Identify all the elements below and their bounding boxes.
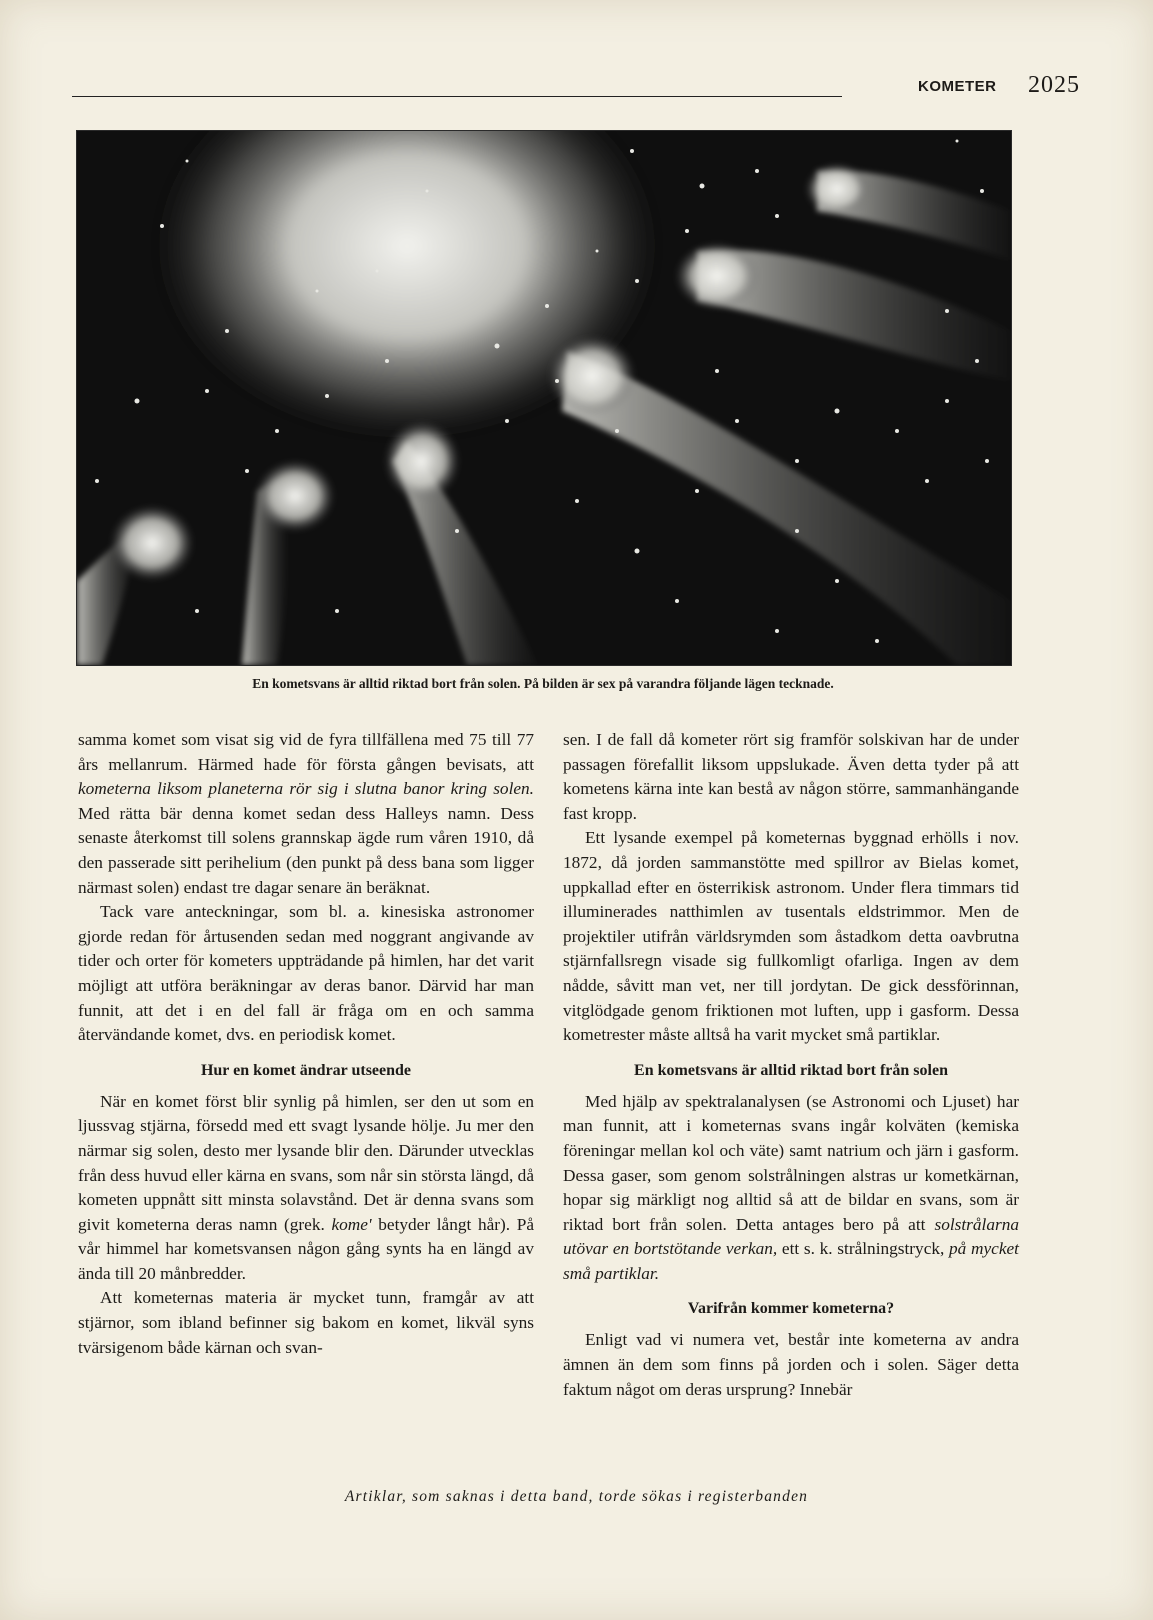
text-span: Med hjälp av spektralanalysen (se Astronomi och Ljuset) har man funnit, att i kometernas svans ingår kolväten (kemiska föreningar mellan kol och väte) samt natrium och järn i gasform. Dessa gaser, som genom solstrålningen alstras ur kometkärnan, hopar sig märkligt nog alltid så att de bildar en svans, som är riktad bort från solen. Detta antages bero på att (563, 1091, 1019, 1234)
right-paragraph-1: sen. I de fall då kometer rört sig framför solskivan har de under passagen förefallit liksom uppslukade. Även detta tyder på att kometens kärna inte kan bestå av någon större, sammanhängande fast kropp. (563, 730, 1019, 823)
running-head-title: KOMETER (918, 78, 997, 95)
left-paragraph-3 (78, 1090, 534, 1287)
right-paragraph-4: Enligt vad vi numera vet, består inte kometerna av andra ämnen än dem som finns på jorden och i solen. Säger detta faktum något om deras ursprung? Innebär (563, 1330, 1019, 1399)
left-paragraph-2: Tack vare anteckningar, som bl. a. kinesiska astronomer gjorde redan för årtusenden sedan med noggrant angivande av tider och orter för kometers uppträdande på himlen, har det varit möjligt att utföra beräkningar av deras banor. Därvid har man funnit, att det i en del fall är fråga om en och samma återvändande komet, dvs. en periodisk komet. (78, 902, 534, 1045)
left-paragraph-4: Att kometernas materia är mycket tunn, framgår av att stjärnor, som ibland befinner sig bakom en komet, likväl syns tvärsigenom både kärnan och svan- (78, 1288, 534, 1357)
section-heading-3: Varifrån kommer kometerna? (687, 1300, 895, 1318)
header-rule (72, 96, 842, 97)
right-paragraph-3 (563, 1090, 1019, 1287)
section-heading-2: En kometsvans är alltid riktad bort från solen (634, 1061, 948, 1079)
page-number: 2025 (1028, 72, 1080, 98)
comet-illustration-svg (77, 131, 1011, 665)
running-head (72, 72, 1080, 104)
text-span: ett s. k. strålningstryck, (777, 1239, 950, 1259)
figure-caption: En kometsvans är alltid riktad bort från solen. På bilden är sex på varandra följande lägen tecknade. (252, 676, 834, 691)
right-paragraph-2: Ett lysande exempel på kometernas byggnad erhölls i nov. 1872, då jorden sammanstötte med spillror av Bielas komet, uppkallad efter en österrikisk astronom. Under flera timmars tid illuminerades natthimlen av tusentals eldstrimmor. Men de projektiler utifrån världsrymden som åstadkom detta oavbrutna stjärnfallsregn visade sig fullkomligt ofarliga. Ingen av dem nådde, såvitt man vet, ner till jordytan. De gick dessförinnan, vitglödgade genom friktionen mot luften, upp i gasform. Dessa kometrester måste alltså ha varit mycket små partiklar. (563, 828, 1019, 1045)
left-paragraph-1 (78, 728, 534, 900)
text-span: Med rätta bär denna komet sedan dess Halleys namn. Dess senaste återkomst till solens grannskap ägde rum våren 1910, då den passerade sitt perihelium (den punkt på dess bana som ligger närmast solen) endast tre dagar senare än beräknat. (78, 803, 534, 897)
emphasis-span: på mycket små partiklar. (563, 1239, 1019, 1283)
section-heading-1: Hur en komet ändrar utseende (200, 1061, 412, 1079)
right-column (563, 728, 1019, 1402)
left-column (78, 728, 534, 1360)
text-span: När en komet först blir synlig på himlen, ser den ut som en ljussvag stjärna, försedd med ett svagt lysande hölje. Ju mer den närmar sig solen, desto mer lysande blir den. Därunder utvecklas från dess huvud eller kärna en svans, som når sin största längd, då kometen uppnått sitt minsta solavstånd. Det är denna svans som givit kometerna deras namn (grek. (78, 1091, 534, 1234)
text-span: betyder långt hår). På vår himmel har kometsvansen någon gång synts ha en längd av ända till 20 månbredder. (78, 1214, 535, 1283)
text-span: samma komet som visat sig vid de fyra tillfällena med 75 till 77 års mellanrum. Härmed hade för första gången bevisats, att (78, 730, 534, 774)
comet-illustration (76, 130, 1012, 666)
page-footer: Artiklar, som saknas i detta band, torde sökas i registerbanden (344, 1488, 809, 1505)
emphasis-span: solstrålarna utövar en bortstötande verkan, (563, 1214, 1019, 1259)
emphasis-span: kome' (331, 1214, 372, 1234)
emphasis-span: kometerna liksom planeterna rör sig i slutna banor kring solen. (78, 779, 534, 799)
